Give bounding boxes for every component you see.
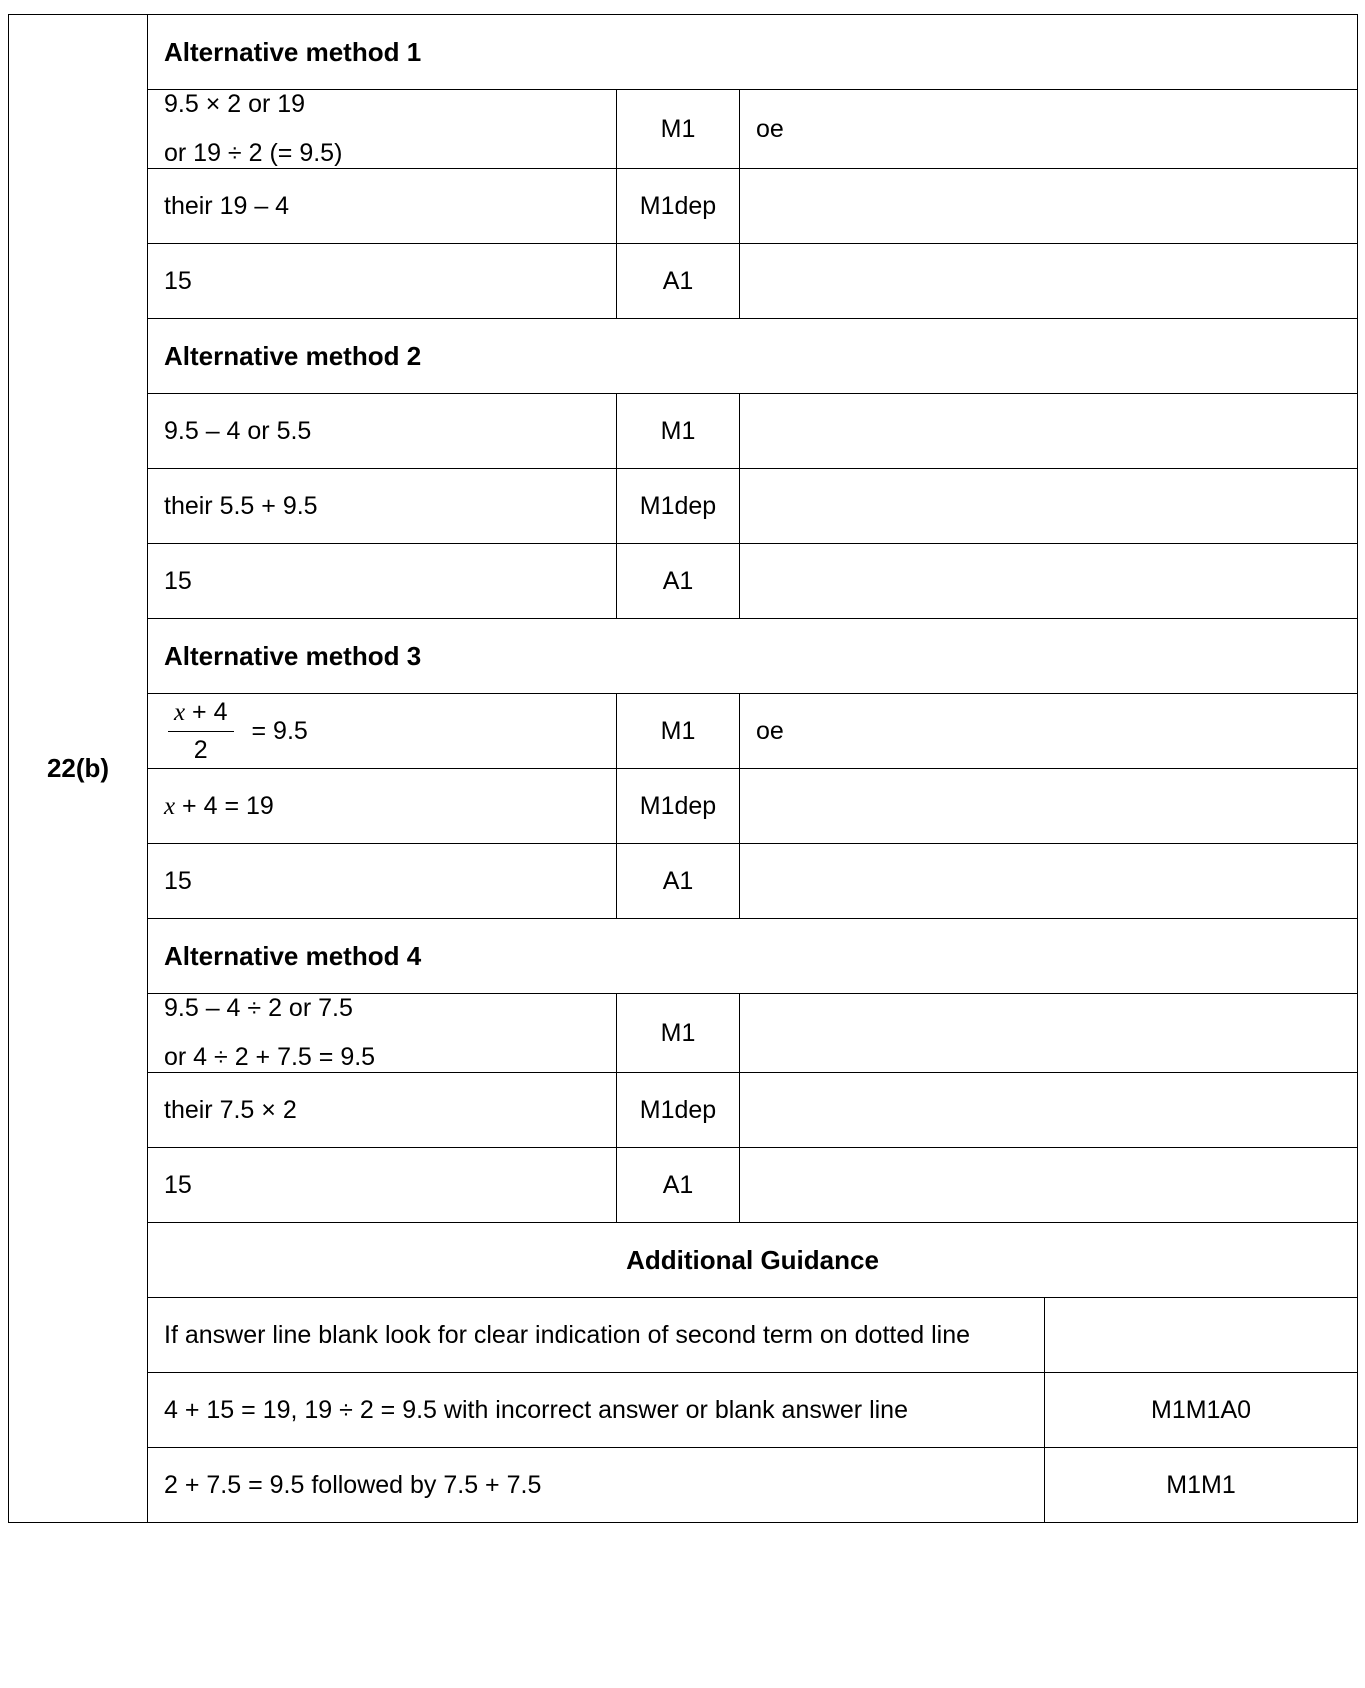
- method-row: [9, 844, 1358, 919]
- working-cell: [148, 769, 617, 844]
- method-2-heading-row: [9, 319, 1358, 394]
- method-row: [9, 544, 1358, 619]
- method-heading: Alternative method 3: [148, 619, 1358, 694]
- mark-cell: M1: [617, 994, 740, 1073]
- mark-cell: M1: [617, 394, 740, 469]
- guidance-text: If answer line blank look for clear indication of second term on dotted line: [148, 1298, 1045, 1373]
- comment-cell: [740, 994, 1358, 1073]
- working-cell: 9.5 – 4 or 5.5: [148, 394, 617, 469]
- method-row: [9, 694, 1358, 769]
- method-row: [9, 90, 1358, 169]
- numerator-rest: + 4: [185, 697, 228, 726]
- method-row: [9, 169, 1358, 244]
- method-row: [9, 769, 1358, 844]
- working-cell: 15: [148, 244, 617, 319]
- working-cell: their 7.5 × 2: [148, 1073, 617, 1148]
- working-line: 9.5 – 4 ÷ 2 or 7.5: [164, 994, 353, 1022]
- working-line: or 19 ÷ 2 (= 9.5): [164, 139, 343, 167]
- working-cell: their 19 – 4: [148, 169, 617, 244]
- mark-cell: M1dep: [617, 769, 740, 844]
- mark-cell: A1: [617, 844, 740, 919]
- comment-cell: [740, 169, 1358, 244]
- method-row: [9, 1148, 1358, 1223]
- guidance-mark: M1M1: [1045, 1448, 1358, 1523]
- method-row: [9, 469, 1358, 544]
- fraction-denominator: 2: [193, 735, 208, 764]
- fraction: [168, 698, 234, 765]
- method-heading: Alternative method 1: [148, 15, 1358, 90]
- equation-rest: + 4 = 19: [175, 791, 274, 820]
- guidance-row: [9, 1373, 1358, 1448]
- method-heading: Alternative method 2: [148, 319, 1358, 394]
- method-3-heading-row: [9, 619, 1358, 694]
- mark-cell: M1dep: [617, 469, 740, 544]
- method-row: [9, 244, 1358, 319]
- guidance-text: 4 + 15 = 19, 19 ÷ 2 = 9.5 with incorrect answer or blank answer line: [148, 1373, 1045, 1448]
- comment-cell: [740, 1073, 1358, 1148]
- working-line: 9.5 × 2 or 19: [164, 90, 306, 118]
- comment-cell: oe: [740, 90, 1358, 169]
- mark-cell: M1dep: [617, 169, 740, 244]
- mark-cell: A1: [617, 1148, 740, 1223]
- comment-cell: [740, 244, 1358, 319]
- question-number: 22(b): [9, 15, 148, 1523]
- working-cell: 15: [148, 844, 617, 919]
- method-heading: Alternative method 4: [148, 919, 1358, 994]
- mark-cell: M1: [617, 694, 740, 769]
- working-cell: 15: [148, 544, 617, 619]
- fraction-numerator: [168, 698, 234, 732]
- mark-cell: M1dep: [617, 1073, 740, 1148]
- working-cell: [148, 90, 617, 169]
- guidance-mark: M1M1A0: [1045, 1373, 1358, 1448]
- mark-cell: M1: [617, 90, 740, 169]
- comment-cell: [740, 844, 1358, 919]
- comment-cell: [740, 469, 1358, 544]
- mark-cell: A1: [617, 544, 740, 619]
- guidance-row: [9, 1448, 1358, 1523]
- working-line: or 4 ÷ 2 + 7.5 = 9.5: [164, 1043, 376, 1071]
- method-4-heading-row: [9, 919, 1358, 994]
- method-1-heading-row: [9, 15, 1358, 90]
- mark-scheme-table: [8, 14, 1358, 1523]
- comment-cell: [740, 394, 1358, 469]
- guidance-heading-row: [9, 1223, 1358, 1298]
- equation-rhs: = 9.5: [251, 716, 308, 745]
- comment-cell: oe: [740, 694, 1358, 769]
- guidance-text: 2 + 7.5 = 9.5 followed by 7.5 + 7.5: [148, 1448, 1045, 1523]
- working-cell: [148, 994, 617, 1073]
- variable-x: x: [164, 792, 176, 820]
- variable-x: x: [174, 698, 186, 726]
- fraction-equation: [164, 698, 600, 765]
- guidance-mark: [1045, 1298, 1358, 1373]
- comment-cell: [740, 544, 1358, 619]
- method-row: [9, 994, 1358, 1073]
- working-cell: 15: [148, 1148, 617, 1223]
- method-row: [9, 394, 1358, 469]
- guidance-heading: Additional Guidance: [148, 1223, 1358, 1298]
- working-cell: their 5.5 + 9.5: [148, 469, 617, 544]
- working-cell: [148, 694, 617, 769]
- mark-cell: A1: [617, 244, 740, 319]
- method-row: [9, 1073, 1358, 1148]
- guidance-row: [9, 1298, 1358, 1373]
- comment-cell: [740, 1148, 1358, 1223]
- comment-cell: [740, 769, 1358, 844]
